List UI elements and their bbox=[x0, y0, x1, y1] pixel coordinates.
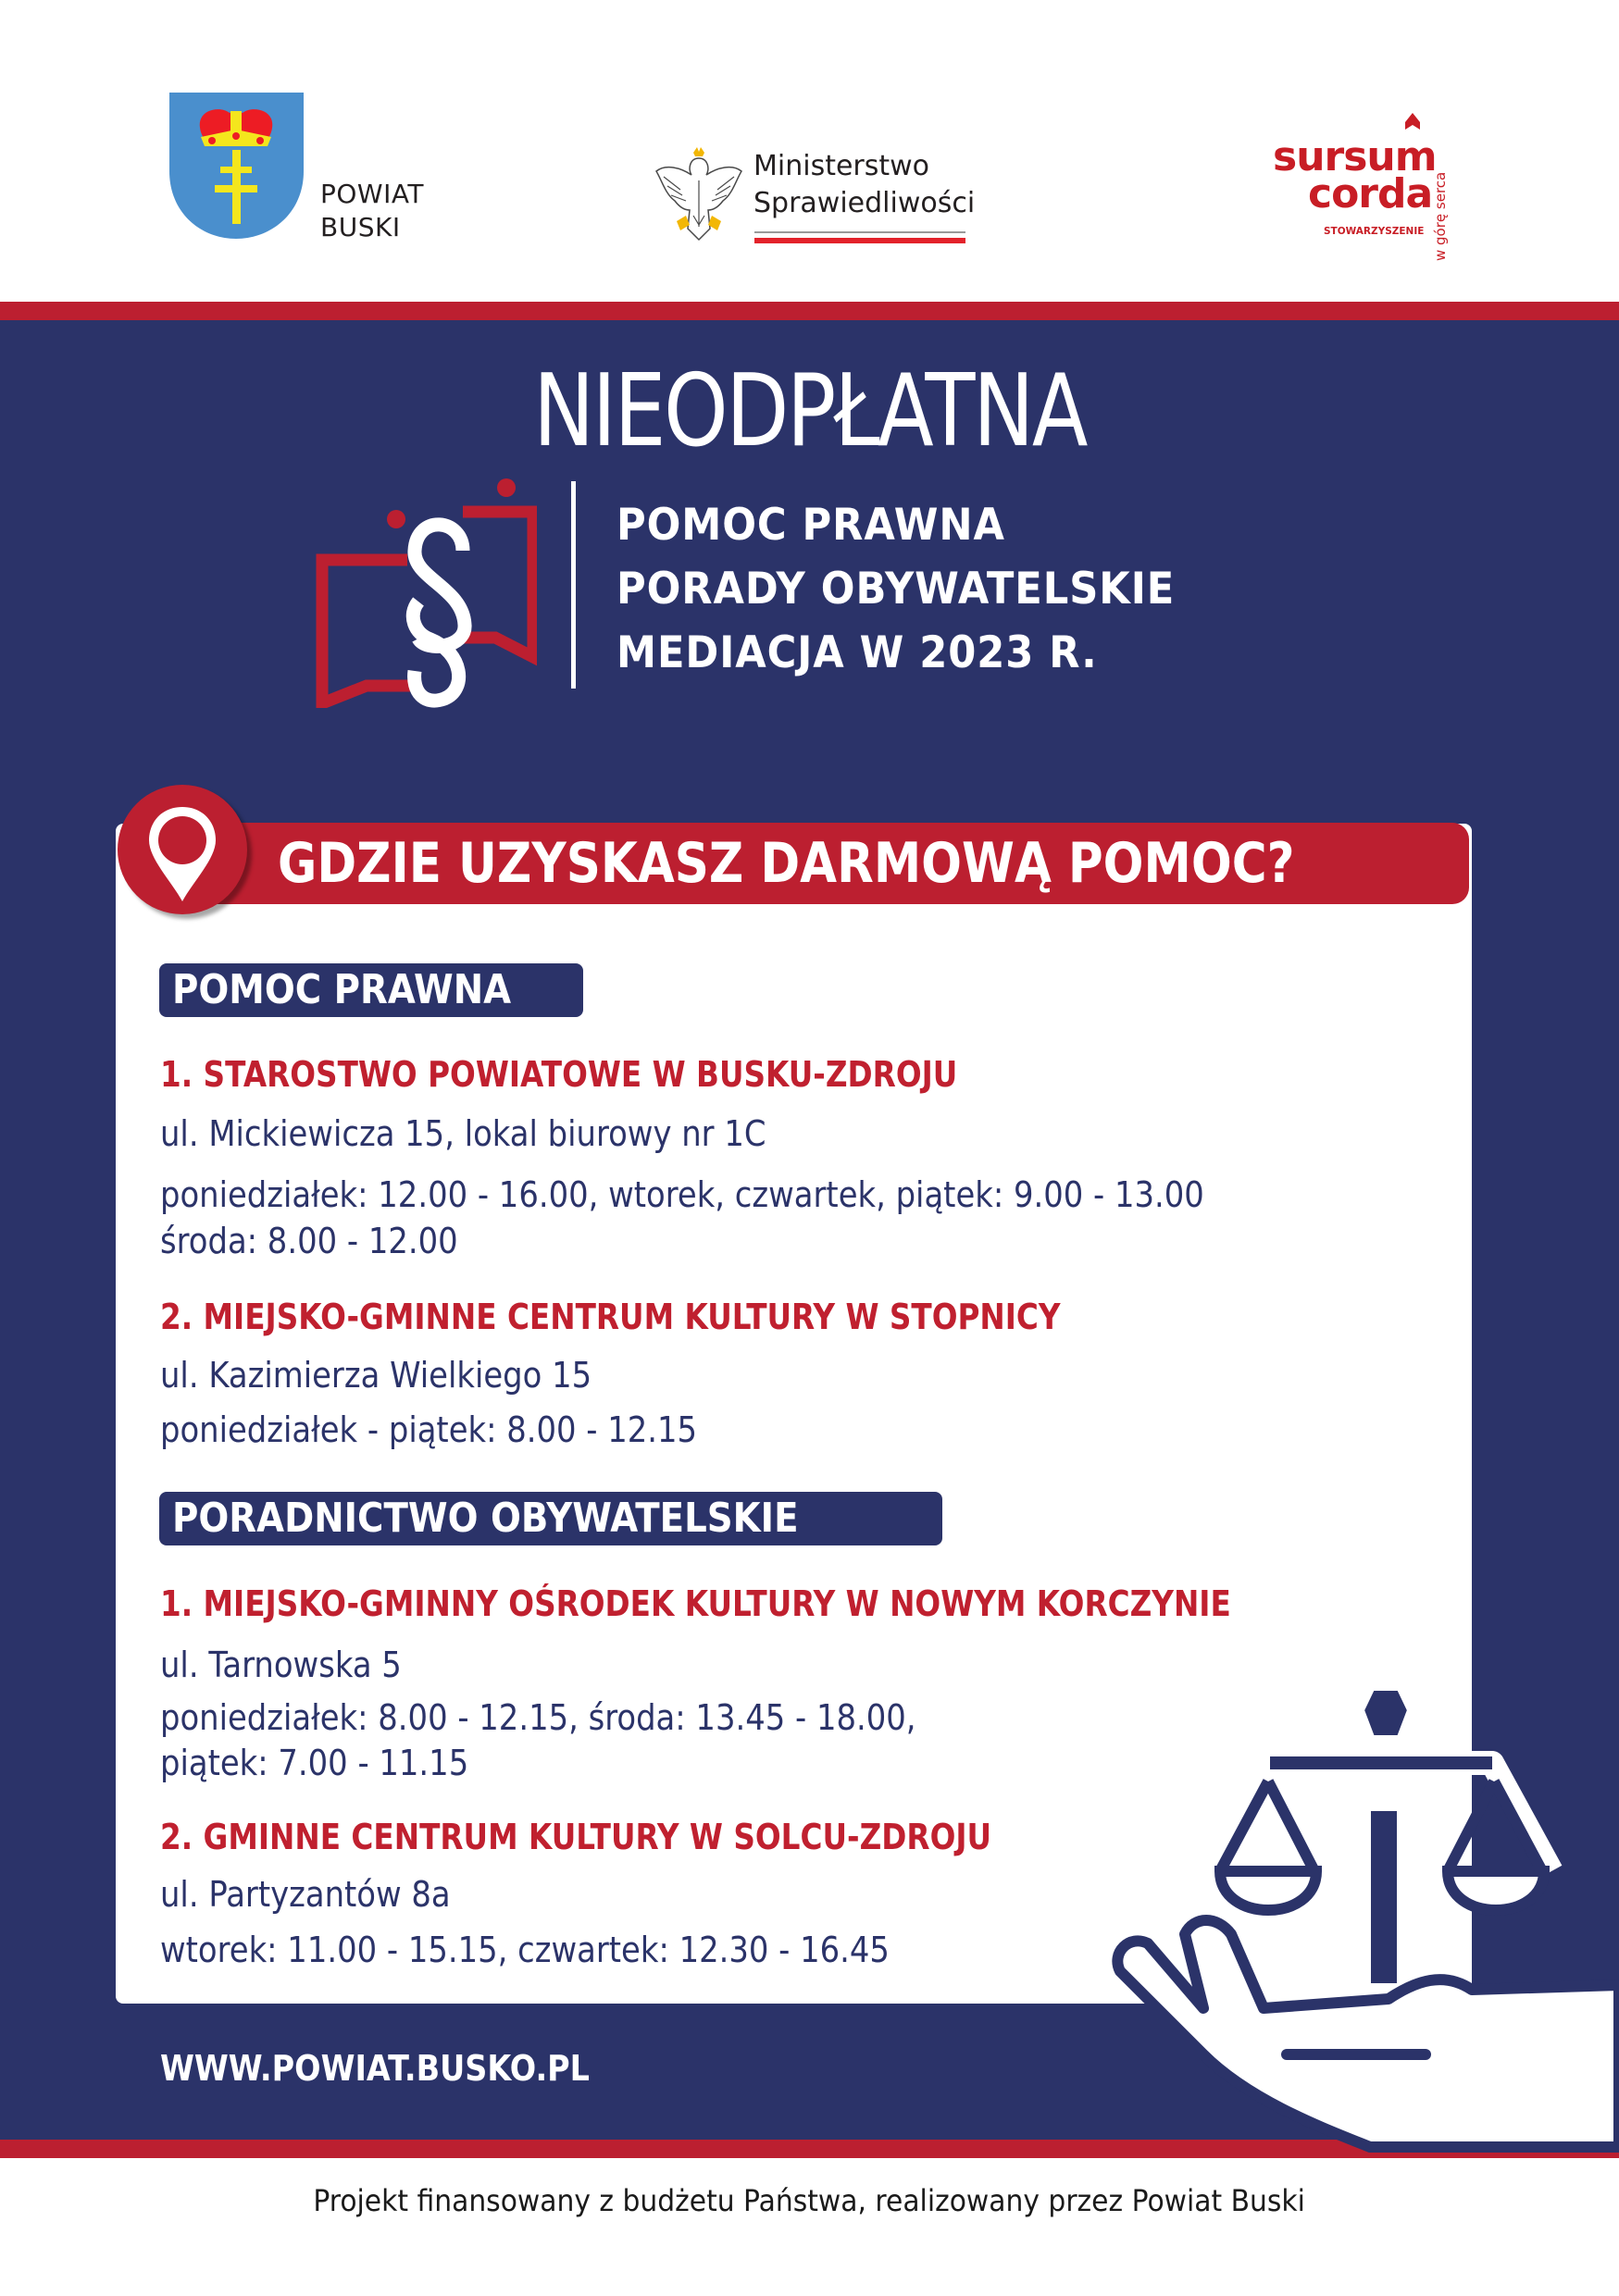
logo-line: Sprawiedliwości bbox=[753, 187, 976, 219]
scales-in-hand-illustration bbox=[1111, 1666, 1619, 2166]
section-label: PORADNICTWO OBYWATELSKIE bbox=[172, 1495, 799, 1542]
section-badge-poradnictwo bbox=[159, 1492, 942, 1545]
scales-of-justice-icon bbox=[1111, 1666, 1619, 2166]
subtitle-line: PORADY OBYWATELSKIE bbox=[616, 564, 1176, 614]
subtitle-line: MEDIACJA W 2023 R. bbox=[616, 627, 1098, 678]
tagline-vertical: w górę serca bbox=[1432, 171, 1449, 261]
page-title: NIEODPŁATNA bbox=[533, 354, 1086, 469]
ministerstwo-text bbox=[753, 148, 975, 222]
location-address: ul. Partyzantów 8a bbox=[160, 1874, 451, 1915]
hero-subtitle bbox=[616, 493, 1175, 685]
logo-line: sursum bbox=[1273, 133, 1437, 180]
white-eagle-icon bbox=[653, 143, 745, 245]
location-title: 1. MIEJSKO-GMINNY OŚRODEK KULTURY W NOWYM KORCZYNIE bbox=[160, 1583, 1231, 1624]
powiat-buski-text bbox=[320, 178, 424, 244]
subtitle-line: POMOC PRAWNA bbox=[616, 500, 1005, 551]
logo-line: POWIAT bbox=[320, 179, 424, 209]
location-pin-badge bbox=[118, 785, 247, 914]
location-hours: wtorek: 11.00 - 15.15, czwartek: 12.30 - 16.45 bbox=[160, 1930, 890, 1970]
location-title: 1. STAROSTWO POWIATOWE W BUSKU-ZDROJU bbox=[160, 1054, 958, 1095]
location-hours: piątek: 7.00 - 11.15 bbox=[160, 1743, 469, 1783]
location-hours: poniedziałek: 8.00 - 12.15, środa: 13.45 - 18.00, bbox=[160, 1697, 916, 1738]
red-underline bbox=[754, 238, 965, 243]
logo-line: corda bbox=[1308, 170, 1433, 217]
location-title: 2. MIEJSKO-GMINNE CENTRUM KULTURY W STOPNICY bbox=[160, 1297, 1061, 1337]
location-address: ul. Kazimierza Wielkiego 15 bbox=[160, 1355, 592, 1396]
website-link[interactable]: WWW.POWIAT.BUSKO.PL bbox=[160, 2048, 590, 2089]
coat-of-arms-icon bbox=[169, 93, 304, 241]
powiat-buski-logo bbox=[169, 93, 304, 241]
section-label: POMOC PRAWNA bbox=[172, 966, 512, 1013]
location-address: ul. Mickiewicza 15, lokal biurowy nr 1C bbox=[160, 1113, 766, 1154]
location-title: 2. GMINNE CENTRUM KULTURY W SOLCU-ZDROJU bbox=[160, 1817, 992, 1857]
section-badge-pomoc-prawna bbox=[159, 963, 583, 1017]
logo-line: Ministerstwo bbox=[753, 150, 930, 182]
location-hours: poniedziałek: 12.00 - 16.00, wtorek, czwartek, piątek: 9.00 - 13.00 bbox=[160, 1174, 1204, 1215]
location-pin-icon bbox=[118, 785, 247, 914]
sursum-corda-text bbox=[1273, 133, 1437, 217]
vertical-divider bbox=[571, 481, 576, 689]
location-hours: środa: 8.00 - 12.00 bbox=[160, 1221, 458, 1261]
heart-icon bbox=[1403, 111, 1422, 135]
card-header-title: GDZIE UZYSKASZ DARMOWĄ POMOC? bbox=[278, 831, 1295, 896]
location-hours: poniedziałek - piątek: 8.00 - 12.15 bbox=[160, 1409, 698, 1450]
ministerstwo-logo bbox=[653, 143, 745, 245]
paragraph-section-icon bbox=[315, 477, 537, 708]
top-red-stripe bbox=[0, 302, 1619, 320]
divider bbox=[754, 231, 965, 233]
footer-text: Projekt finansowany z budżetu Państwa, realizowany przez Powiat Buski bbox=[313, 2183, 1306, 2218]
location-address: ul. Tarnowska 5 bbox=[160, 1644, 402, 1685]
stowarzyszenie-label: STOWARZYSZENIE bbox=[1324, 226, 1425, 237]
logo-line: BUSKI bbox=[320, 212, 401, 242]
funding-footer bbox=[0, 2182, 1619, 2219]
